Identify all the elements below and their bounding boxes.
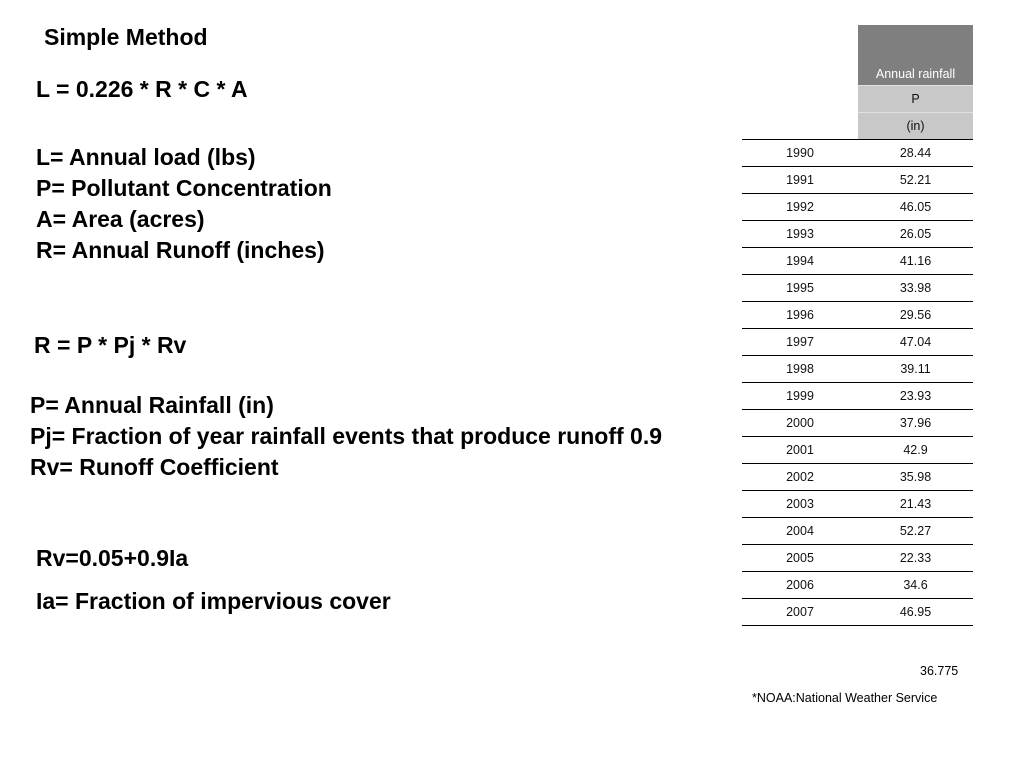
rainfall-cell: 35.98 (858, 464, 973, 491)
column-header-symbol: P (858, 86, 973, 113)
rainfall-cell: 37.96 (858, 410, 973, 437)
table-row (742, 302, 973, 329)
runoff-definition-rv: Rv= Runoff Coefficient (30, 454, 279, 480)
runoff-definitions (30, 390, 662, 483)
rainfall-cell: 41.16 (858, 248, 973, 275)
rainfall-cell: 22.33 (858, 545, 973, 572)
year-cell: 1990 (742, 140, 858, 167)
table-row (742, 491, 973, 518)
runoff-definition-pj: Pj= Fraction of year rainfall events that produce runoff 0.9 (30, 423, 663, 449)
rainfall-cell: 39.11 (858, 356, 973, 383)
year-cell: 2002 (742, 464, 858, 491)
table-unit-row (742, 113, 973, 140)
table-row (742, 221, 973, 248)
year-cell: 1993 (742, 221, 858, 248)
rainfall-cell: 28.44 (858, 140, 973, 167)
load-definition-a: A= Area (acres) (36, 206, 205, 232)
column-header-unit: (in) (858, 113, 973, 140)
table-row (742, 383, 973, 410)
rainfall-cell: 23.93 (858, 383, 973, 410)
page-title: Simple Method (44, 24, 208, 50)
table-row (742, 194, 973, 221)
rainfall-cell: 29.56 (858, 302, 973, 329)
year-cell: 1998 (742, 356, 858, 383)
table-row (742, 140, 973, 167)
table-row (742, 464, 973, 491)
load-formula: L = 0.226 * R * C * A (36, 76, 248, 102)
table-row (742, 167, 973, 194)
data-source-note: *NOAA:National Weather Service (752, 691, 938, 705)
table-row (742, 275, 973, 302)
year-cell: 1995 (742, 275, 858, 302)
table-symbol-row (742, 86, 973, 113)
year-cell: 1996 (742, 302, 858, 329)
year-cell: 1992 (742, 194, 858, 221)
rainfall-cell: 34.6 (858, 572, 973, 599)
load-definitions (36, 142, 332, 266)
rainfall-cell: 47.04 (858, 329, 973, 356)
year-cell: 1994 (742, 248, 858, 275)
table-row (742, 599, 973, 626)
table-row (742, 410, 973, 437)
table-row (742, 572, 973, 599)
year-cell: 1997 (742, 329, 858, 356)
rainfall-cell: 33.98 (858, 275, 973, 302)
table-row (742, 248, 973, 275)
load-definition-r: R= Annual Runoff (inches) (36, 237, 325, 263)
rainfall-cell: 26.05 (858, 221, 973, 248)
runoff-formula: R = P * Pj * Rv (34, 332, 187, 358)
load-definition-l: L= Annual load (lbs) (36, 144, 256, 170)
rainfall-cell: 46.05 (858, 194, 973, 221)
table-row (742, 437, 973, 464)
rv-formula: Rv=0.05+0.9Ia (36, 545, 189, 571)
table-row (742, 356, 973, 383)
rainfall-cell: 52.21 (858, 167, 973, 194)
table-header-row (742, 25, 973, 86)
load-definition-p: P= Pollutant Concentration (36, 175, 332, 201)
runoff-definition-p: P= Annual Rainfall (in) (30, 392, 274, 418)
year-cell: 2001 (742, 437, 858, 464)
year-cell: 1999 (742, 383, 858, 410)
ia-definition: Ia= Fraction of impervious cover (36, 588, 391, 614)
rainfall-table (742, 25, 973, 626)
rainfall-cell: 42.9 (858, 437, 973, 464)
rainfall-cell: 52.27 (858, 518, 973, 545)
table-row (742, 329, 973, 356)
year-cell: 2007 (742, 599, 858, 626)
year-cell: 2005 (742, 545, 858, 572)
column-header-annual-rainfall: Annual rainfall (858, 25, 973, 86)
table-row (742, 545, 973, 572)
rainfall-average: 36.775 (920, 664, 959, 678)
year-cell: 2006 (742, 572, 858, 599)
year-cell: 2004 (742, 518, 858, 545)
table-row (742, 518, 973, 545)
rainfall-cell: 21.43 (858, 491, 973, 518)
rainfall-cell: 46.95 (858, 599, 973, 626)
year-cell: 2003 (742, 491, 858, 518)
year-cell: 2000 (742, 410, 858, 437)
year-cell: 1991 (742, 167, 858, 194)
